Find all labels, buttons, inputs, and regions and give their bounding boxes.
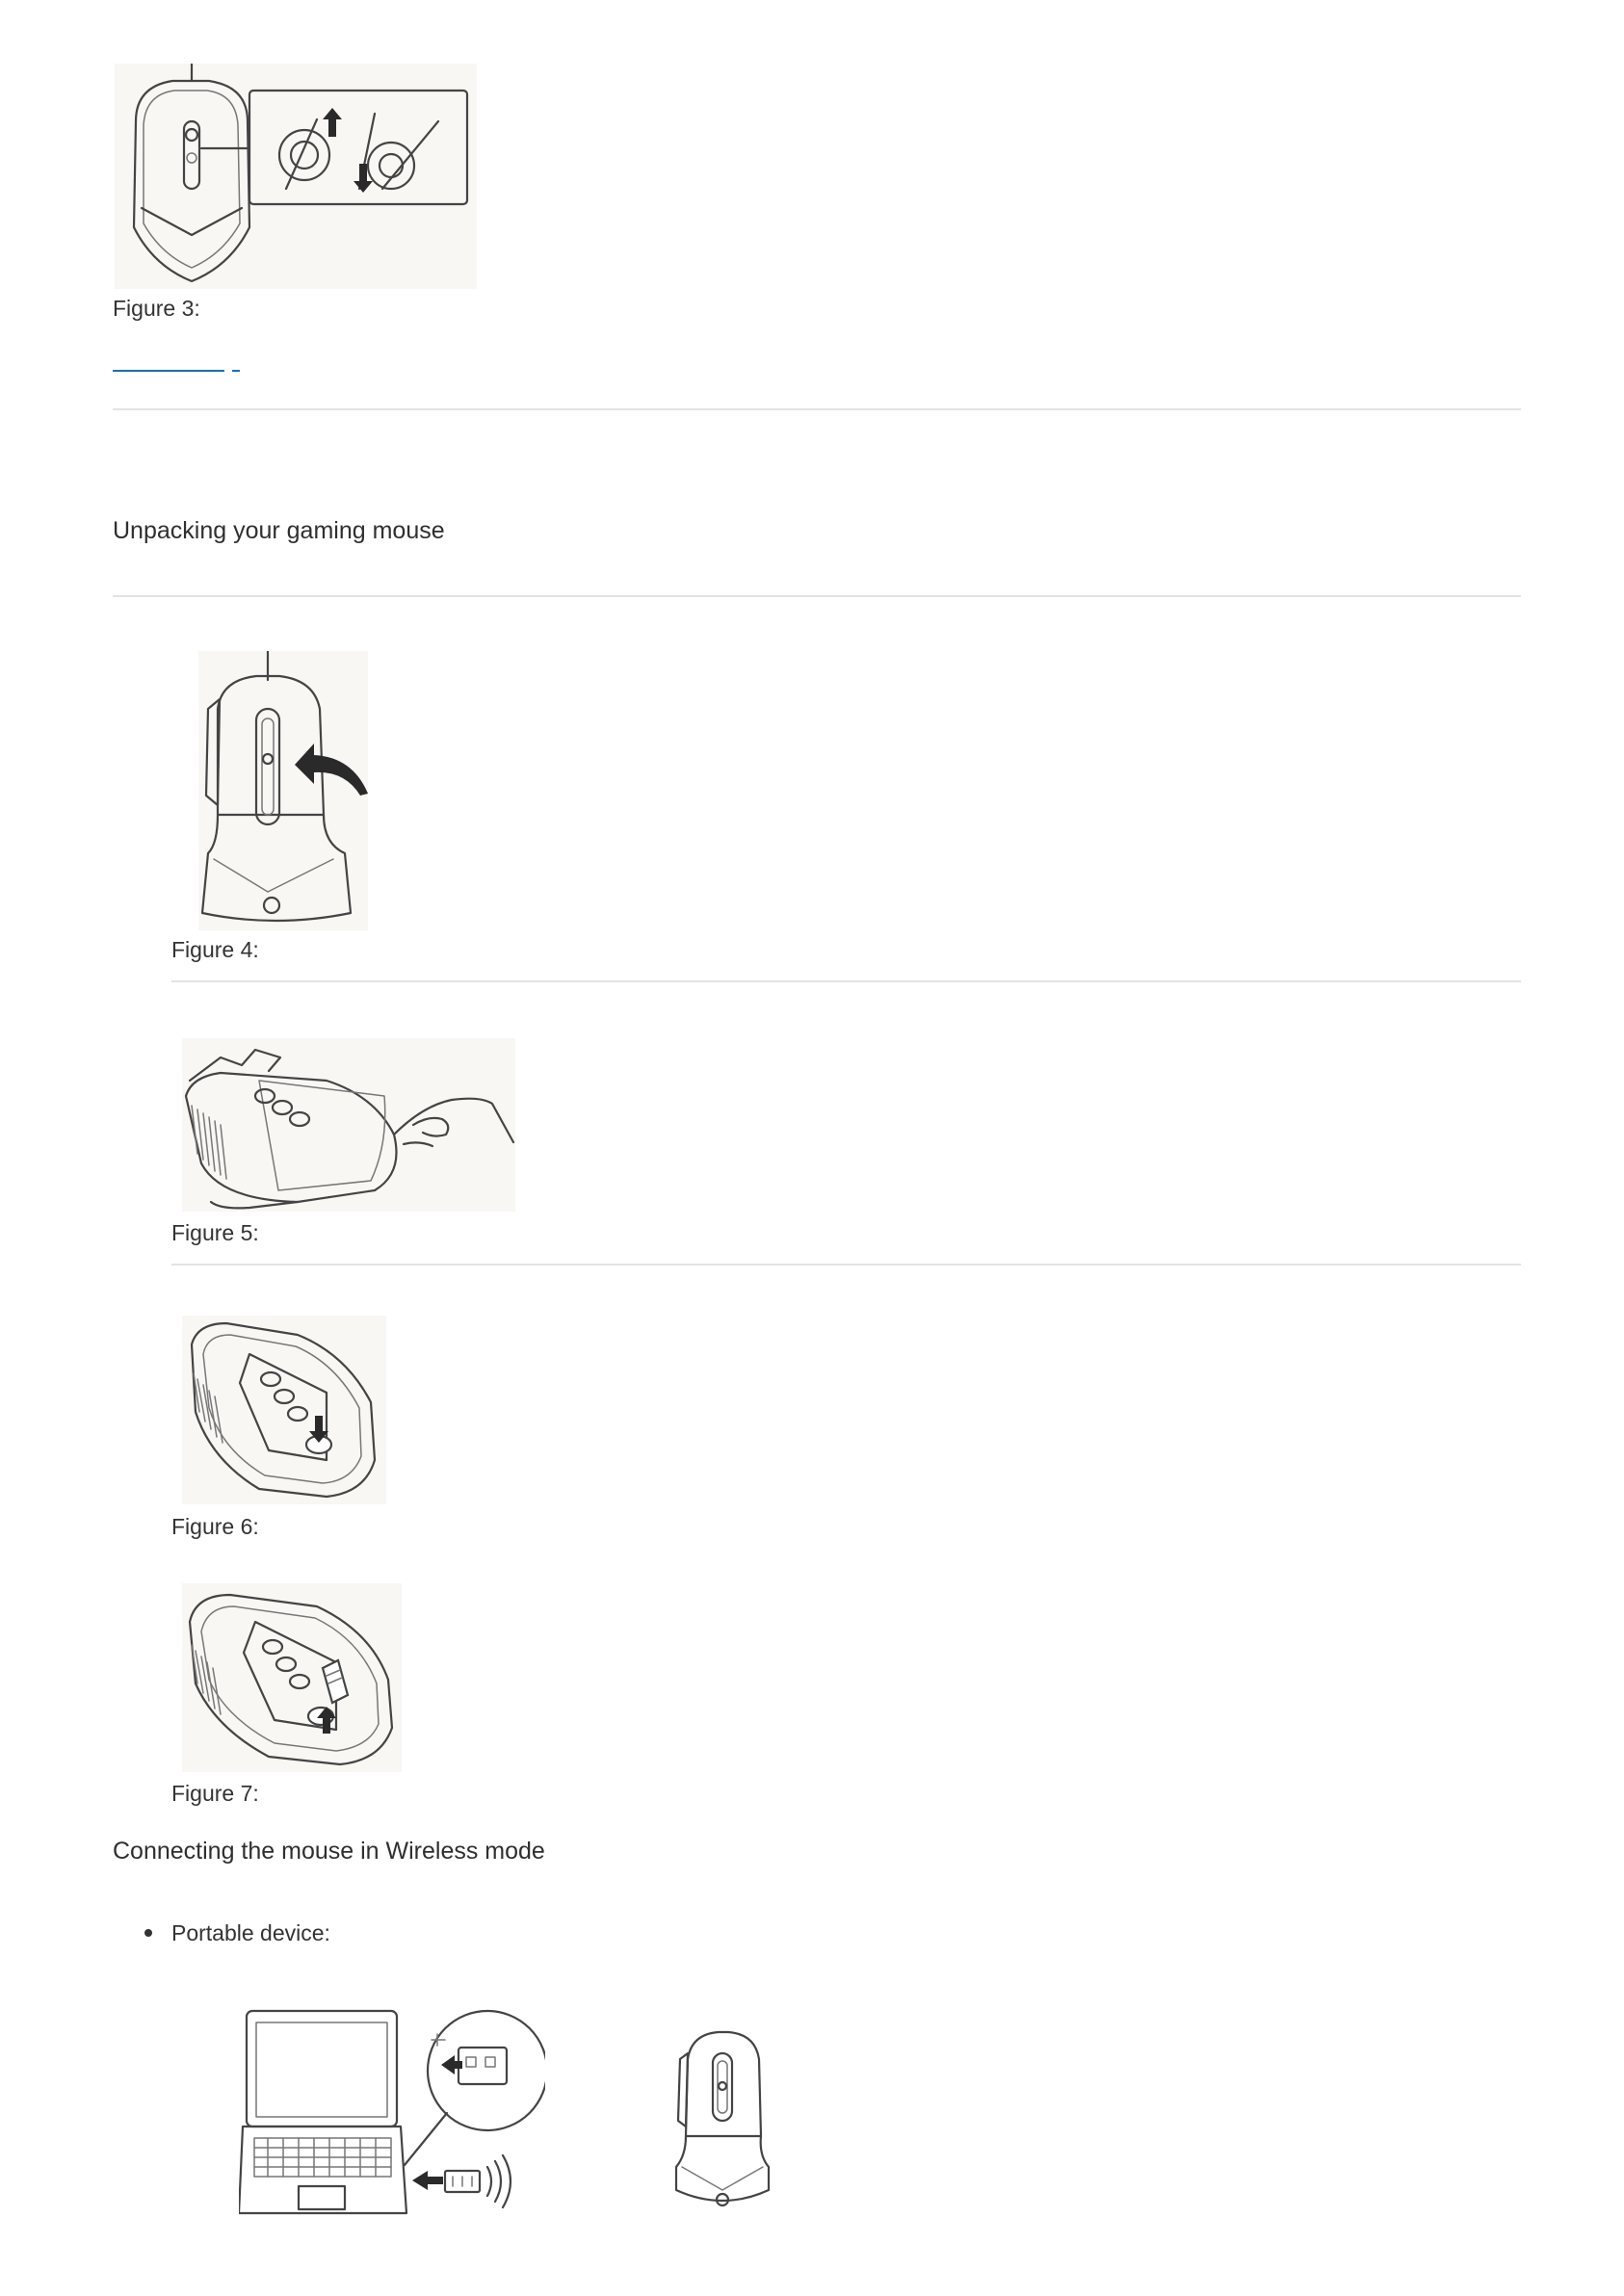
figure-4-caption: Figure 4: [171,937,259,962]
divider [113,408,1521,410]
divider [171,980,1521,982]
mouse-cover-icon [198,651,368,930]
mouse-top-image [667,2021,778,2213]
link-underline-tail [232,370,240,372]
mouse-dpi-icon [115,64,477,289]
laptop-dongle-image [239,2001,545,2221]
figure-6-image [182,1316,386,1504]
mouse-dongle-icon [182,1583,402,1772]
divider [113,595,1521,597]
link[interactable] [113,351,240,372]
figure-7-image [182,1583,402,1772]
laptop-dongle-icon [239,2001,545,2221]
figure-7-caption: Figure 7: [171,1781,259,1806]
figure-4-image [198,651,368,930]
bullet-icon [144,1929,152,1937]
section-heading-wireless: Connecting the mouse in Wireless mode [113,1838,545,1865]
mouse-underside-icon [182,1316,386,1504]
figure-6-caption: Figure 6: [171,1514,259,1539]
list-item-label: Portable device: [171,1920,330,1945]
figure-5-caption: Figure 5: [171,1220,259,1245]
figure-3-image [115,64,477,289]
figure-5-image [182,1038,515,1212]
section-heading-unpacking: Unpacking your gaming mouse [113,517,445,544]
divider [171,1264,1521,1265]
peel-film-icon [182,1038,515,1212]
link-underline [113,370,224,372]
figure-3-caption: Figure 3: [113,296,200,321]
mouse-top-icon [667,2021,778,2213]
